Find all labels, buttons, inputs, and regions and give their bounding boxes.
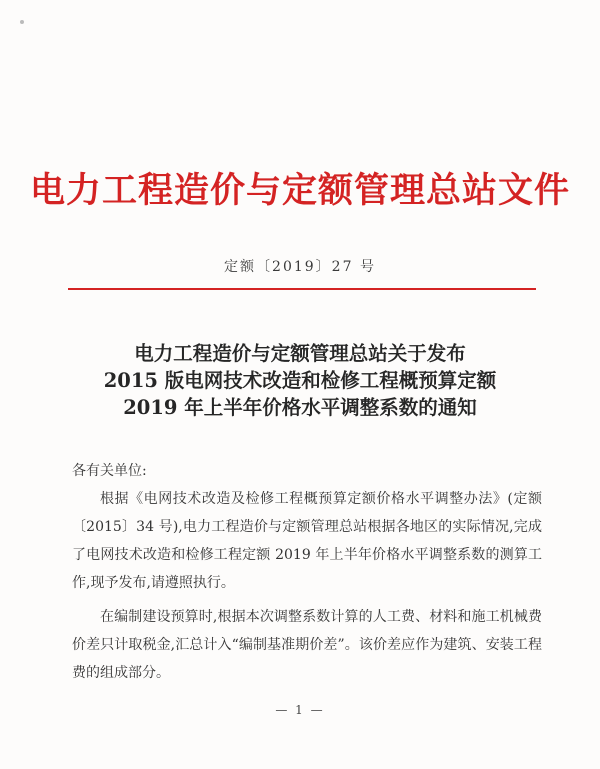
notice-title-line: 2015 版电网技术改造和检修工程概预算定额 <box>103 369 497 392</box>
scan-speck <box>20 20 24 24</box>
page-number: — 1 — <box>275 703 325 717</box>
document-header-title: 电力工程造价与定额管理总站文件 <box>29 170 570 211</box>
addressee: 各有关单位: <box>72 463 147 479</box>
body-paragraph: 在编制建设预算时,根据本次调整系数计算的人工费、材料和施工机械费价差只计取税金,汇总计入“编制基准期价差”。该价差应作为建筑、安装工程费的组成部分。 <box>72 609 542 681</box>
body-paragraph: 根据《电网技术改造及检修工程概预算定额价格水平调整办法》(定额〔2015〕34 号),电力工程造价与定额管理总站根据各地区的实际情况,完成了电网技术改造和检修工程定额 2019 年上半年价格水平调整系数的测算工作,现予发布,请遵照执行。 <box>72 491 542 591</box>
notice-title <box>0 340 600 421</box>
document-body <box>72 457 542 687</box>
notice-title-line: 电力工程造价与定额管理总站关于发布 <box>134 342 466 365</box>
document-number: 定额〔2019〕27 号 <box>224 259 376 275</box>
red-separator-line <box>68 288 536 290</box>
notice-title-line: 2019 年上半年价格水平调整系数的通知 <box>123 396 477 419</box>
